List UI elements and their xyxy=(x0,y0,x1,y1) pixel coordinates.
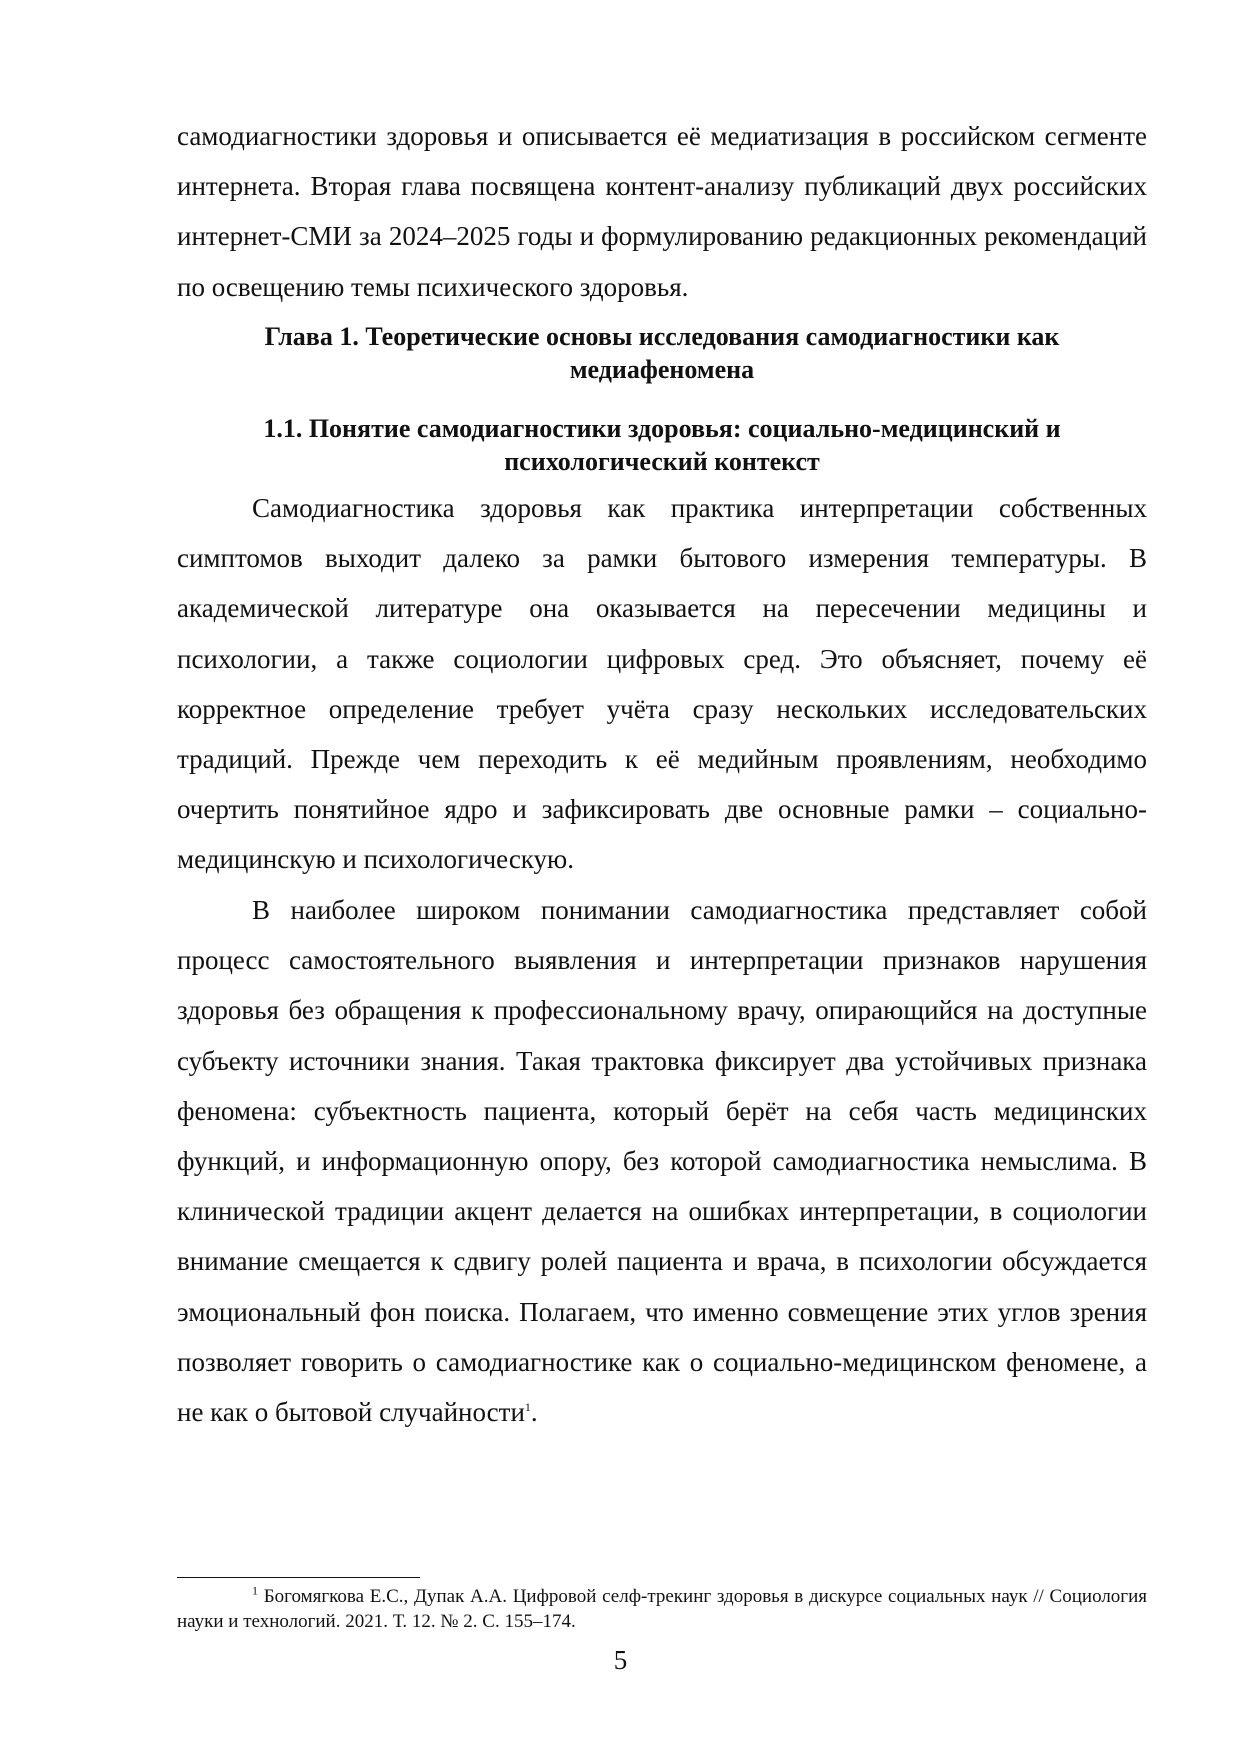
footnote-separator xyxy=(177,1577,420,1578)
paragraph-end: . xyxy=(530,1397,538,1428)
intro-paragraph: самодиагностики здоровья и описывается её медиатизация в российском сегменте интернета. Вторая глава посвящена контент-анализу публикаций двух российских интернет-СМИ за 2024–2025 годы и формулированию редакционных рекомендаций по освещению темы психического здоровья. xyxy=(177,121,1147,302)
chapter-heading: Глава 1. Теоретические основы исследования самодиагностики как медиафеномена xyxy=(264,322,1060,384)
body-paragraph: Самодиагностика здоровья как практика интерпретации собственных симптомов выходит далеко за рамки бытового измерения температуры. В академической литературе она оказывается на пересечении медицины и психологии, а также социологии цифровых сред. Это объясняет, почему её корректное определение требует учёта сразу нескольких исследовательских традиций. Прежде чем переходить к её медийным проявлениям, необходимо очертить понятийное ядро и зафиксировать две основные рамки – социально-медицинскую и психологическую. xyxy=(177,493,1147,875)
footnote-reference[interactable]: 1 xyxy=(524,1400,531,1415)
page-number: 5 xyxy=(613,1645,628,1675)
footnote-number: 1 xyxy=(252,1583,258,1598)
paragraph-text: В наиболее широком понимании самодиагностика представляет собой процесс самостоятельного выявления и интерпретации признаков нарушения здоровья без обращения к профессиональному врачу, опирающийся на доступные субъекту источники знания. Такая трактовка фиксирует два устойчивых признака феномена: субъектность пациента, который берёт на себя часть медицинских функций, и информационную опору, без которой самодиагностика немыслима. В клинической традиции акцент делается на ошибках интерпретации, в социологии внимание смещается к сдвигу ролей пациента и врача, в психологии обсуждается эмоциональный фон поиска. Полагаем, что именно совмещение этих углов зрения позволяет говорить о самодиагностике как о социально-медицинском феномене, а не как о бытовой случайности xyxy=(177,895,1147,1428)
footnote-text: Богомягкова Е.С., Дупак А.А. Цифровой селф-трекинг здоровья в дискурсе социальных наук // Социология науки и технологий. 2021. Т. 12. № 2. С. 155–174. xyxy=(177,1586,1147,1632)
footnote xyxy=(177,1584,1147,1634)
section-heading: 1.1. Понятие самодиагностики здоровья: социально-медицинский и психологический контекст xyxy=(263,414,1061,476)
body-paragraph xyxy=(177,885,1147,1437)
